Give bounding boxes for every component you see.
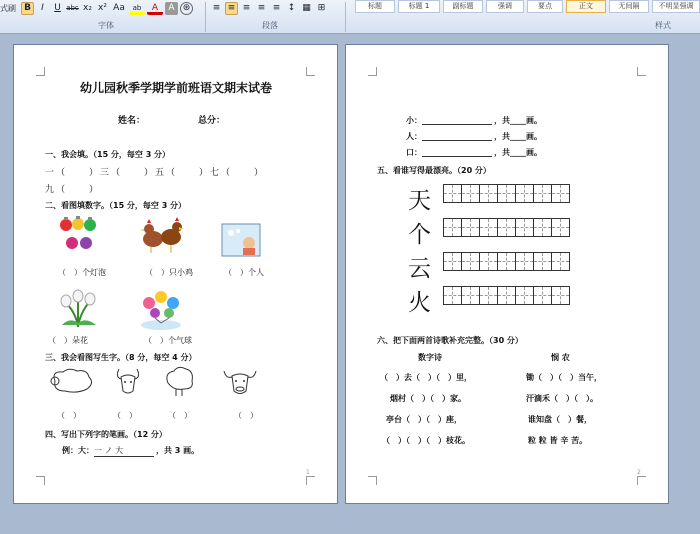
poem-1-line-1: （ ）去（ ）（ ）里， [380, 373, 472, 382]
margin-mark [306, 67, 315, 76]
section-6-heading: 六、把下面两首诗歌补充完整。（30 分） [377, 336, 523, 345]
section-5-heading: 五、看谁写得最漂亮。（20 分） [377, 166, 491, 175]
subscript-button[interactable]: x₂ [83, 3, 92, 13]
distributed-icon[interactable]: ≡ [272, 3, 281, 13]
chickens-blank: （ ）只小鸡 [145, 268, 193, 277]
tree-drawing [162, 365, 196, 397]
example-label: 例：大： [62, 446, 94, 455]
enclose-char-button[interactable]: ⊛ [180, 2, 193, 15]
margin-mark [306, 476, 315, 485]
goat-blank: （ ） [113, 411, 137, 420]
practice-char-yun: 云 [408, 256, 431, 282]
person-picture [221, 223, 261, 257]
example-strokes: 一 ノ 大 [94, 445, 154, 457]
practice-grid[interactable] [444, 184, 570, 203]
underline-button[interactable]: U [54, 3, 61, 13]
exam-title: 幼儿园秋季学期学前班语文期末试卷 [80, 81, 273, 95]
borders-icon[interactable]: ⊞ [317, 3, 326, 13]
stroke-item-xiao-count: ，共____画。 [494, 116, 542, 125]
stroke-item-ren-count: ，共____画。 [494, 132, 542, 141]
stroke-item-ren: 人： [406, 132, 422, 141]
superscript-button[interactable]: x² [98, 3, 107, 13]
highlight-button[interactable]: ab [129, 2, 145, 15]
bulbs-blank: （ ）个灯泡 [58, 268, 106, 277]
section-1-line-2: 九（ ） [45, 185, 101, 195]
name-label: 姓名： [118, 116, 146, 126]
format-painter-label[interactable]: 式刷 [0, 4, 16, 13]
margin-mark [368, 67, 377, 76]
balloons-picture [139, 289, 185, 331]
section-3-heading: 三、我会看图写生字。（8 分，每空 4 分） [45, 353, 197, 362]
bold-button[interactable]: B [21, 2, 34, 15]
sheep-drawing [47, 367, 97, 395]
font-color-button[interactable]: A [147, 2, 163, 15]
font-format-toolbar [21, 0, 195, 17]
stroke-line [422, 147, 492, 157]
style-heading[interactable]: 标题 [355, 0, 395, 13]
stroke-item-xiao: 小： [406, 116, 422, 125]
poem-1-line-2: 烟村（ ）（ ）家。 [390, 394, 466, 403]
practice-char-tian: 天 [408, 188, 431, 214]
margin-mark [36, 67, 45, 76]
poem-1-line-3: 亭台（ ）（ ）座， [386, 415, 462, 424]
sheep-blank: （ ） [57, 411, 81, 420]
balloons-blank: （ ）个气球 [144, 336, 192, 345]
practice-char-huo: 火 [408, 290, 431, 316]
stroke-item-kou-count: ，共____画。 [494, 148, 542, 157]
flowers-blank: （ ）朵花 [48, 336, 88, 345]
char-shading-button[interactable]: A [165, 2, 178, 15]
style-emphasis[interactable]: 强调 [486, 0, 524, 13]
ribbon-separator [205, 2, 206, 32]
person-blank: （ ）个人 [224, 268, 264, 277]
practice-char-ge: 个 [408, 222, 431, 248]
poem-2-line-4: 粒 粒 皆 辛 苦。 [528, 436, 588, 445]
margin-mark [637, 476, 646, 485]
margin-mark [368, 476, 377, 485]
strikethrough-button[interactable]: abc [66, 4, 79, 12]
poem-1-line-4: （ ）（ ）（ ）枝花。 [382, 436, 470, 445]
styles-group-label: 样式 [655, 21, 671, 30]
paragraph-toolbar [210, 0, 330, 17]
paragraph-group-label: 段落 [262, 21, 278, 30]
style-no-spacing[interactable]: 无间隔 [609, 0, 649, 13]
poem-2-line-3: 谁知盘（ ）餐， [528, 415, 592, 424]
section-1-line-1: 一（ ）三（ ）五（ ）七（ ） [45, 168, 266, 178]
style-normal[interactable]: 正文 [566, 0, 606, 13]
page-2[interactable] [345, 44, 669, 504]
flowers-picture [56, 289, 102, 329]
line-spacing-icon[interactable]: ↕ [287, 3, 296, 13]
style-subtle-emphasis[interactable]: 不明显强调 [652, 0, 700, 13]
shading-icon[interactable]: ▦ [302, 3, 311, 13]
goat-drawing [111, 365, 145, 397]
align-right-icon[interactable]: ≡ [242, 3, 251, 13]
poem-1-title: 数字诗 [418, 353, 442, 362]
poem-2-line-1: 锄（ ）（ ）当午， [526, 373, 602, 382]
poem-2-title: 悯 农 [551, 353, 570, 362]
change-case-button[interactable]: Aa [113, 3, 125, 13]
chickens-picture [139, 217, 185, 255]
style-heading-1[interactable]: 标题 1 [398, 0, 440, 13]
tree-blank: （ ） [168, 411, 192, 420]
practice-grid[interactable] [444, 286, 570, 305]
section-1-heading: 一、我会填。（15 分，每空 3 分） [45, 150, 171, 159]
light-bulbs-picture [56, 215, 100, 255]
section-4-heading: 四、写出下列字的笔画。（12 分） [45, 430, 167, 439]
section-2-heading: 二、看图填数字。（15 分，每空 3 分） [45, 201, 187, 210]
ox-blank: （ ） [234, 411, 258, 420]
example-count: ，共 3 画。 [156, 446, 200, 455]
ox-drawing [220, 367, 260, 397]
stroke-item-kou: 口： [406, 148, 422, 157]
page-1[interactable] [13, 44, 338, 504]
style-key-point[interactable]: 要点 [527, 0, 563, 13]
stroke-line [422, 115, 492, 125]
justify-icon[interactable]: ≡ [257, 3, 266, 13]
score-label: 总分： [198, 116, 226, 126]
margin-mark [36, 476, 45, 485]
style-subtitle[interactable]: 副标题 [443, 0, 483, 13]
practice-grid[interactable] [444, 252, 570, 271]
ribbon-separator [345, 2, 346, 32]
page-number: 1 [306, 469, 310, 476]
poem-2-line-2: 汗滴禾（ ）（ ）。 [526, 394, 598, 403]
align-left-icon[interactable]: ≡ [212, 3, 221, 13]
margin-mark [637, 67, 646, 76]
align-center-icon[interactable]: ≡ [225, 2, 238, 15]
ribbon [0, 0, 700, 34]
stroke-line [422, 131, 492, 141]
practice-grid[interactable] [444, 218, 570, 237]
page-number: 2 [637, 469, 641, 476]
italic-button[interactable]: I [41, 3, 44, 13]
font-group-label: 字体 [98, 21, 114, 30]
